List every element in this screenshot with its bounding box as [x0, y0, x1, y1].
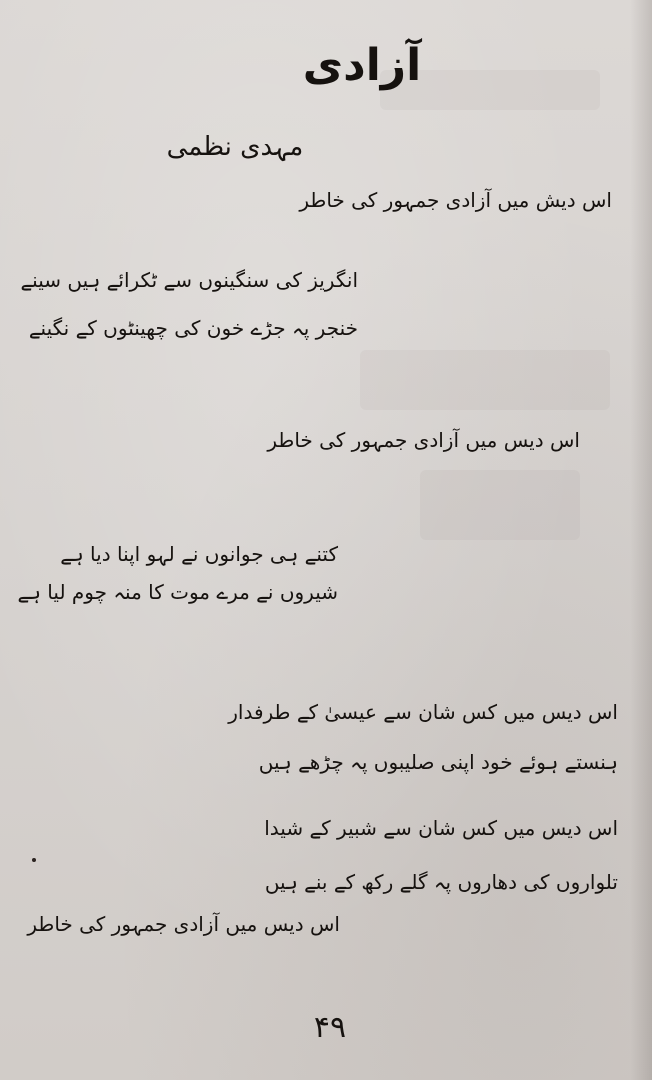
verse-line: اس دیس میں کس شان سے عیسیٰ کے طرفدار — [228, 700, 618, 724]
verse-line: اس دیس میں کس شان سے شبیر کے شیدا — [264, 816, 618, 840]
verse-line: شیروں نے مرے موت کا منہ چوم لیا ہے — [17, 580, 338, 604]
show-through-area — [420, 470, 580, 540]
show-through-area — [360, 350, 610, 410]
verse-line: اس دیس میں آزادی جمہور کی خاطر — [27, 912, 340, 936]
verse-line: تلواروں کی دھاروں پہ گلے رکھ کے بنے ہیں — [264, 870, 618, 894]
verse-line: ہنستے ہوئے خود اپنی صلیبوں پہ چڑھے ہیں — [258, 750, 618, 774]
page-number: ۴۹ — [313, 1010, 347, 1045]
ink-speck — [32, 858, 36, 862]
verse-line: اس دیش میں آزادی جمہور کی خاطر — [299, 188, 612, 212]
verse-line: انگریز کی سنگینوں سے ٹکرائے ہیں سینے — [20, 268, 358, 292]
poem-title: آزادی — [302, 40, 422, 91]
page-edge-shadow — [630, 0, 652, 1080]
verse-line: کتنے ہی جوانوں نے لہو اپنا دیا ہے — [60, 542, 338, 566]
verse-line: اس دیس میں آزادی جمہور کی خاطر — [267, 428, 580, 452]
verse-line: خنجر پہ جڑے خون کی چھینٹوں کے نگینے — [28, 316, 358, 340]
poem-author: مہدی نظمی — [166, 132, 304, 162]
